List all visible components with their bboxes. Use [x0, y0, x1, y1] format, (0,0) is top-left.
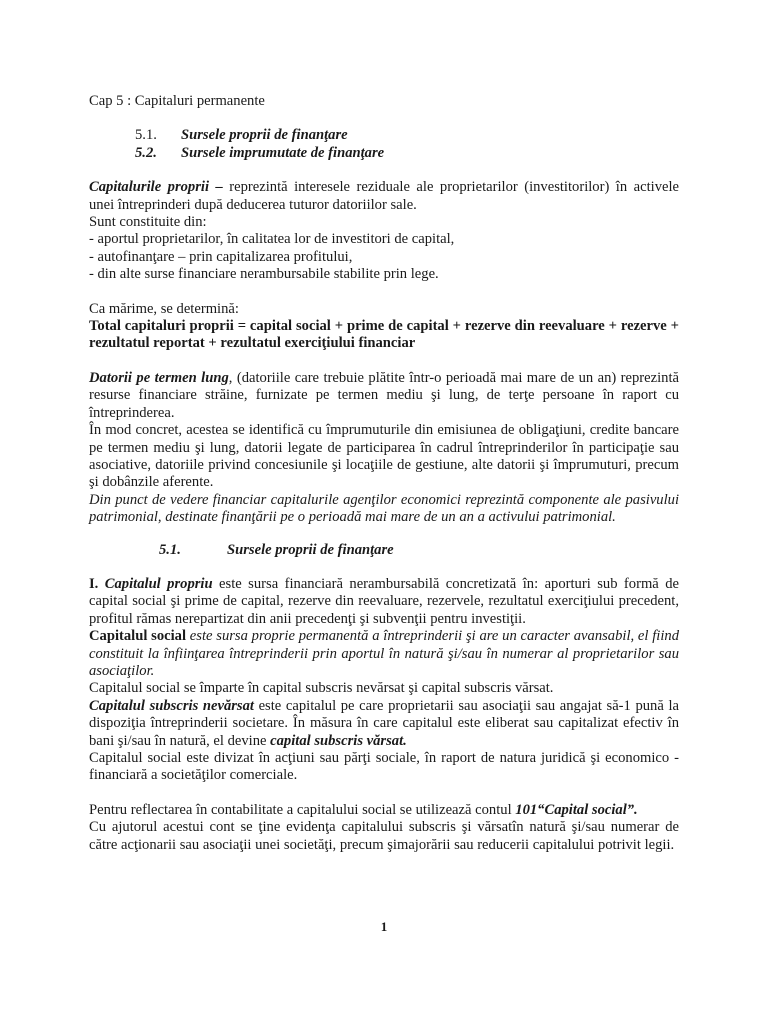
capital-social-split: Capitalul social se împarte în capital subscris nevărsat şi capital subscris vărsat.: [89, 680, 554, 697]
page-number: 1: [380, 919, 388, 934]
list-item: - aportul proprietarilor, în calitatea lor de investitori de capital,: [89, 231, 455, 248]
account-101: 101“Capital social”.: [515, 801, 638, 818]
term-capitaluri-proprii: Capitalurile proprii –: [89, 179, 223, 196]
datorii-concrete: În mod concret, acestea se identifică cu împrumuturile din emisiunea de obligaţiuni, credite bancare pe termen mediu şi lung, datorii legate de participarea în cadrul întreprinderilor în participaţie sau asociative, datoriile privind concesiunile şi locaţiile de gestiune, alte datorii şi împrumuturi, precum şi dobânzile aferente.: [89, 422, 679, 491]
term-varsat: capital subscris vărsat.: [270, 732, 407, 749]
list-item: - autofinanţare – prin capitalizarea profitului,: [89, 248, 353, 265]
accounting-paragraph: Pentru reflectarea în contabilitate a capitalului social se utilizează contul 101“Capital social”.: [89, 801, 638, 818]
datorii-definition: Datorii pe termen lung, (datoriile care trebuie plătite într-o perioadă mai mare de un an) reprezintă resurse financiare străine, furnizate pe termen mediu şi lung, de terţe persoane în raport cu întreprinderea.: [89, 369, 680, 421]
capitaluri-proprii-definition: Capitalurile proprii – reprezintă interesele reziduale ale proprietarilor (investitorilor) în activele unei întreprinderi după deducerea tuturor datoriilor sale.: [89, 179, 680, 213]
section-title: Sursele proprii de finanţare: [227, 541, 394, 558]
term-capital-propriu: Capitalul propriu: [104, 575, 213, 592]
constituted-label: Sunt constituite din:: [89, 214, 207, 231]
toc-item-5-2: [89, 145, 679, 162]
toc-title: Sursele proprii de finanţare: [181, 127, 348, 144]
financial-view: Din punct de vedere financiar capitalurile agenţilor economici reprezintă componente ale pasivului patrimonial, destinate finanţării pe o perioadă mai mare de un an a activului patrimonial.: [89, 491, 679, 526]
page-content: [89, 93, 679, 854]
capital-propriu-paragraph: I. Capitalul propriu este sursa financiară nerambursabilă concretizată în: aporturi sub formă de capital social şi prime de capital, rezerve din reevaluare, rezervele, rezultatul exerciţiului precedent, profitul rămas nerepartizat din anii precedenţi şi subvenţii pentru investiţii.: [89, 575, 679, 627]
chapter-title: Cap 5 : Capitaluri permanente: [89, 93, 265, 109]
section-number: 5.1.: [159, 541, 181, 558]
toc-number: 5.2.: [135, 144, 157, 161]
accounting-rest: Cu ajutorul acestui cont se ţine evidenţa capitalului subscris şi vărsatîn natură şi/sau numerar de către acţionarii sau asociaţii unei societăţi, precum şimajorării sau reducerii capitalului potrivit legii.: [89, 819, 679, 853]
toc-number: 5.1.: [135, 127, 157, 144]
toc-title: Sursele imprumutate de finanţare: [181, 144, 385, 161]
term-nevarsat: Capitalul subscris nevărsat: [89, 697, 254, 714]
toc-item-5-1: [89, 127, 679, 144]
size-intro: Ca mărime, se determină:: [89, 300, 239, 317]
list-item: - din alte surse financiare nerambursabile stabilite prin lege.: [89, 266, 439, 283]
term-datorii: Datorii pe termen lung: [89, 369, 229, 386]
divided-paragraph: Capitalul social este divizat în acţiuni sau părţi sociale, în raport de natura juridică şi economico - financiară a societăţilor comerciale.: [89, 750, 679, 784]
capital-formula: Total capitaluri proprii = capital social + prime de capital + rezerve din reevaluare + rezerve + rezultatul reportat + rezultatul exerciţiului financiar: [89, 318, 679, 352]
nevarsat-paragraph: Capitalul subscris nevărsat este capitalul pe care proprietarii sau asociaţii sau angajat să-1 pună la dispoziţia întreprinderii societare. În măsura în care capitalul este eliberat sau capitalizat efectiv în bani şi/sau în natură, el devine capital subscris vărsat.: [89, 697, 679, 749]
section-heading-5-1: [89, 542, 679, 559]
capital-social-definition: Capitalul social este sursa proprie permanentă a întreprinderii şi are un caracter avansabil, el fiind constituit la înfiinţarea întreprinderii prin aportul în natură şi/sau în numerar al proprietarilor sau asociaţilor.: [89, 628, 679, 679]
term-capital-social: Capitalul social: [89, 628, 187, 645]
